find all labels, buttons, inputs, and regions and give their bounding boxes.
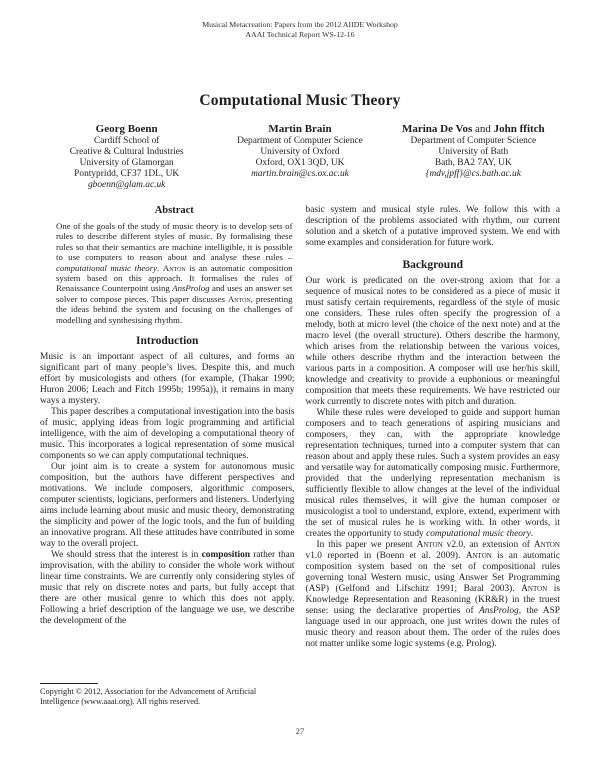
author-name: Martin Brain [268,123,332,135]
introduction-continued-text [306,205,561,249]
page-number: 27 [295,726,305,736]
header-line-report: AAAI Technical Report WS-12-16 [245,30,355,39]
two-column-body [40,205,560,707]
paragraph: We should stress that the interest is in composition rather than improvisation, with the ability to consider the whole work without linear time constraints. We are currently only considering styles of music that rely on discrete notes and parts, but fully accept that there are other musical genre to which this does not apply. Following a brief description of the language we use, we describe the development of the [40,550,295,627]
paper-title: Computational Music Theory [199,92,401,109]
author-affiliation-line: Pontypridd, CF37 1DL, UK [74,169,180,179]
author-name: Georg Boenn [95,123,158,135]
author-block [387,123,560,191]
author-affiliation-line: Department of Computer Science [237,136,363,146]
author-email: gboenn@glam.ac.uk [87,180,166,190]
author-block [40,123,213,191]
introduction-heading: Introduction [136,335,199,348]
left-column [40,205,295,707]
author-block [213,123,386,191]
author-email: martin.brain@cs.ox.ac.uk [251,169,349,179]
authors-block [40,123,560,191]
copyright-footnote [40,683,295,707]
paragraph: In this paper we present Anton v2.0, an extension of Anton v1.0 reported in (Boenn et al. 2009). Anton is an automatic composition system based on the set of compositional rules governing tonal Western music, using Answer Set Programming (ASP) (Gelfond and Lifschitz 1991; Baral 2003). Anton is Knowledge Representation and Reasoning (KR&R) in the truest sense: using the declarative properties of AnsProlog, the ASP language used in our approach, one just writes down the rules of music theory and reason about them. The order of the rules does not matter unlike some logic systems (e.g. Prolog). [305,540,561,649]
abstract-text [56,221,293,325]
header-line-workshop: Musical Metacreation: Papers from the 2012 AIIDE Workshop [202,20,398,29]
footnote-rule [40,683,98,684]
paragraph: Our work is predicated on the over-strong axiom that for a sequence of musical notes to be considered as a piece of music it must satisfy certain requirements, regardless of the style of music one considers. These rules often specify the progression of a melody, both at micro level (the choice of the next note) and at the macro level (the overall structure). Others describe the harmony, which arises from the relationship between the various voices, while others describe rhythm and the interaction between the various parts in a composition. A composer will use her/his skill, knowledge and creativity to provide a euphonious or meaningful composition that meets these requirements. We have restricted our work currently to discrete notes with pitch and duration. [305,276,560,407]
introduction-text [40,352,295,627]
paragraph: While these rules were developed to guide and support human composers and to teach generations of aspiring musicians and composers, they can, with the appropriate knowledge representation techniques, turned into a computer system that can reason about and apply these rules. Such a system provides an easy and versatile way for automatically composing music. Furthermore, provided that the underlying representation mechanism is sufficiently flexible to allow changes at the level of the individual musical rules themselves, it will give the human composer or musicologist a tool to understand, explore, extend, experiment with the set of musical rules he is working with. In other words, it creates the opportunity to study computational music theory. [305,408,560,539]
author-affiliation-line: Department of Computer Science [410,136,537,146]
author-email: {mdv,jpff}@cs.bath.ac.uk [425,169,521,179]
background-text [306,276,561,650]
running-header [0,0,600,40]
paragraph: Music is an important aspect of all cultures, and forms an significant part of many people’s lives. Despite this, and much effort by musicologists and others (for example, (Thakar 1990; Huron 2006; Leach and Fitch 1995b; 1995a)), it remains in many ways a mystery. [40,352,295,407]
author-affiliation-line: University of Glamorgan [79,158,174,168]
paragraph: This paper describes a computational investigation into the basis of music, applying ideas from logic programming and artificial intelligence, with the aim of developing a computational theory of music. This incorporates a logical representation of some musical components so we can apply computational techniques. [40,407,295,462]
author-affiliation-line: Cardiff School of [93,136,160,146]
paragraph: basic system and musical style rules. We follow this with a description of the problems associated with rhythm, our current solution and a sketch of a putative improved system. We end with some examples and consideration for future work. [305,205,560,248]
paragraph: One of the goals of the study of music theory is to develop sets of rules to describe different styles of music. By formalising these rules so that their semantics are machine intelligible, it is possible to use computers to reason about and analyse these rules – computational music theory. Anton is an automatic composition system based on this approach. It formalises the rules of Renaissance Counterpoint using AnsProlog and uses an answer set solver to compose pieces. This paper discusses Anton, presenting the ideas behind the system and focusing on the challenges of modelling and synthesising rhythm. [56,221,293,325]
author-name: Marina De Vos and John ffitch [401,123,545,135]
footnote-text: Copyright © 2012, Association for the Advancement of Artificial Intelligence (www.aaai.org). All rights reserved. [40,687,257,706]
author-affiliation-line: University of Oxford [260,147,340,157]
author-affiliation-line: Bath, BA2 7AY, UK [434,158,512,168]
author-affiliation-line: Oxford, OX1 3QD, UK [255,158,345,168]
right-column [306,205,561,707]
author-affiliation-line: University of Bath [438,147,509,157]
abstract-heading: Abstract [154,205,194,216]
background-heading: Background [402,259,463,271]
author-affiliation-line: Creative & Cultural Industries [69,147,184,157]
paragraph: Our joint aim is to create a system for autonomous music composition, but the authors have different perspectives and motivations. We include composers, algorithmic composers, computer scientists, logicians, performers and listeners. Underlying aims include learning about music and music theory, demonstrating the simplicity and power of the logic tools, and the fun of building an innovative program. All these attitudes have contributed in some way to the overall project. [40,462,295,550]
abstract-section [56,205,293,325]
